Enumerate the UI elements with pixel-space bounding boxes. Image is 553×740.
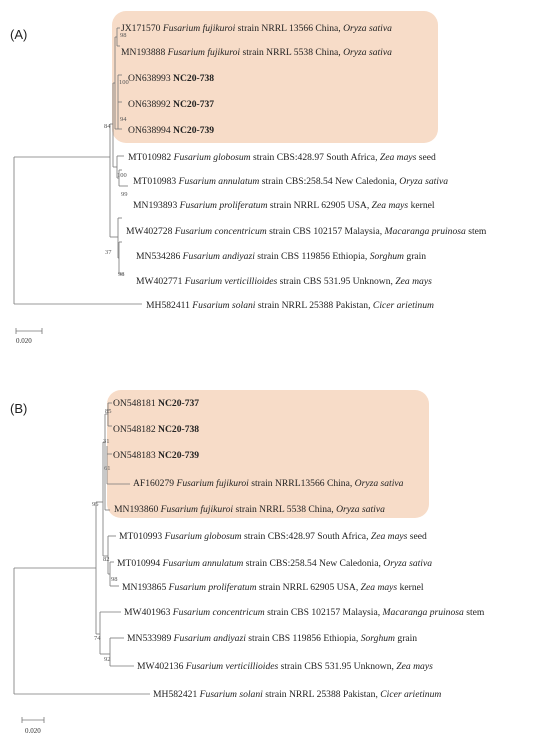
panel-b (10, 390, 485, 735)
taxon-label: MT010994 Fusarium annulatum strain CBS:258.54 New Caledonia, Oryza sativa (117, 558, 433, 569)
taxon-label: ON548183 NC20-739 (113, 450, 200, 461)
bootstrap-value: 98 (118, 271, 125, 278)
taxon-label: MT010983 Fusarium annulatum strain CBS:258.54 New Caledonia, Oryza sativa (133, 176, 449, 187)
bootstrap-value: 92 (104, 656, 111, 663)
taxon-label: MH582411 Fusarium solani strain NRRL 25388 Pakistan, Cicer arietinum (146, 300, 434, 311)
taxon-label: MN193865 Fusarium proliferatum strain NRRL 62905 USA, Zea mays kernel (122, 582, 424, 593)
bootstrap-value: 98 (120, 32, 127, 39)
panel-a-label: (A) (10, 27, 28, 42)
bootstrap-value: 84 (104, 123, 111, 130)
taxon-label: MT010982 Fusarium globosum strain CBS:428.97 South Africa, Zea mays seed (128, 152, 436, 163)
taxon-label: MN533989 Fusarium andiyazi strain CBS 119856 Ethiopia, Sorghum grain (127, 633, 418, 644)
taxon-label: ON638993 NC20-738 (128, 73, 215, 84)
bootstrap-value: 95 (92, 501, 99, 508)
bootstrap-value: 31 (103, 438, 110, 445)
bootstrap-value: 99 (121, 191, 128, 198)
scale-bar-label: 0.020 (16, 337, 32, 345)
bootstrap-value: 100 (117, 172, 127, 179)
panel-a (10, 11, 487, 345)
bootstrap-value: 100 (119, 79, 129, 86)
bootstrap-value: 98 (111, 576, 118, 583)
taxon-label: MN193888 Fusarium fujikuroi strain NRRL 5538 China, Oryza sativa (121, 47, 392, 58)
taxon-label: MW402771 Fusarium verticillioides strain CBS 531.95 Unknown, Zea mays (136, 276, 432, 287)
taxon-label: ON548182 NC20-738 (113, 424, 200, 435)
taxon-label: MW402136 Fusarium verticillioides strain CBS 531.95 Unknown, Zea mays (137, 661, 433, 672)
taxon-label: JX171570 Fusarium fujikuroi strain NRRL 13566 China, Oryza sativa (121, 23, 392, 34)
taxon-label: ON548181 NC20-737 (113, 398, 200, 409)
panel-b-scale-bar (22, 717, 44, 735)
taxon-label: MN534286 Fusarium andiyazi strain CBS 119856 Ethiopia, Sorghum grain (136, 251, 427, 262)
bootstrap-value: 37 (105, 249, 112, 256)
taxon-label: MN193893 Fusarium proliferatum strain NRRL 62905 USA, Zea mays kernel (133, 200, 435, 211)
bootstrap-value: 94 (120, 116, 127, 123)
taxon-label: AF160279 Fusarium fujikuroi strain NRRL13566 China, Oryza sativa (133, 478, 404, 489)
bootstrap-value: 61 (104, 465, 111, 472)
bootstrap-value: 74 (94, 635, 101, 642)
bootstrap-value: 82 (103, 556, 110, 563)
taxon-label: ON638992 NC20-737 (128, 99, 215, 110)
scale-bar-label: 0.020 (25, 727, 41, 735)
taxon-label: MW402728 Fusarium concentricum strain CBS 102157 Malaysia, Macaranga pruinosa stem (126, 226, 487, 237)
taxon-label: MT010993 Fusarium globosum strain CBS:428.97 South Africa, Zea mays seed (119, 531, 427, 542)
taxon-label: MH582421 Fusarium solani strain NRRL 25388 Pakistan, Cicer arietinum (153, 689, 442, 700)
taxon-label: MW401963 Fusarium concentricum strain CBS 102157 Malaysia, Macaranga pruinosa stem (124, 607, 485, 618)
panel-a-scale-bar (16, 328, 42, 345)
bootstrap-value: 85 (105, 408, 112, 415)
taxon-label: ON638994 NC20-739 (128, 125, 215, 136)
panel-b-label: (B) (10, 401, 28, 416)
taxon-label: MN193860 Fusarium fujikuroi strain NRRL 5538 China, Oryza sativa (114, 504, 385, 515)
